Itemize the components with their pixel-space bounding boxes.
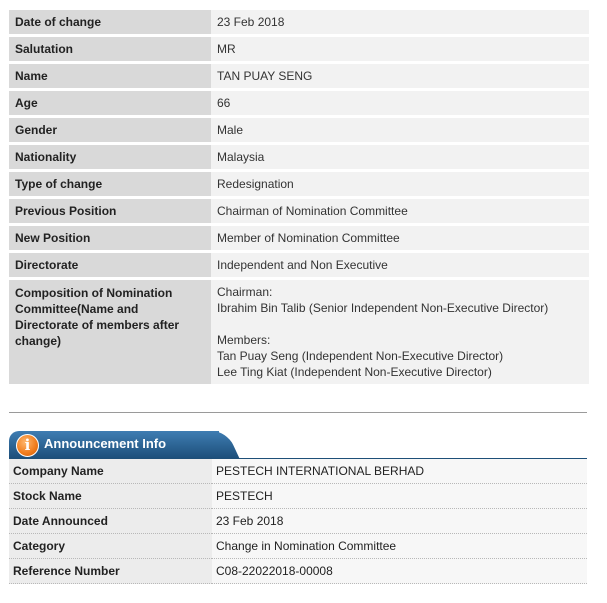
chairman-entry: Ibrahim Bin Talib (Senior Independent Non-Executive Director) [217,301,549,315]
details-row-new-position [9,226,589,250]
info-icon: i [16,434,39,457]
details-label: Gender [9,118,211,142]
announcement-value: 23 Feb 2018 [212,509,587,534]
announcement-value: C08-22022018-00008 [212,559,587,584]
announcement-info-header [9,431,587,460]
announcement-label: Reference Number [9,559,212,584]
details-label: Age [9,91,211,115]
chairman-heading: Chairman: [217,285,273,299]
details-value: 23 Feb 2018 [211,10,589,34]
details-row-date-of-change [9,10,589,34]
composition-value [211,280,589,384]
announcement-row-reference-number [9,559,587,584]
details-label: Nationality [9,145,211,169]
details-row-name [9,64,589,88]
announcement-row-category [9,534,587,559]
details-value: Member of Nomination Committee [211,226,589,250]
announcement-info-title: Announcement Info [44,436,167,451]
members-heading: Members: [217,333,271,347]
announcement-row-company-name [9,459,587,484]
member-entry: Tan Puay Seng (Independent Non-Executive Director) [217,349,504,363]
announcement-info-table [9,459,587,584]
details-row-age [9,91,589,115]
details-label: Salutation [9,37,211,61]
details-row-nationality [9,145,589,169]
details-row-salutation [9,37,589,61]
details-label: New Position [9,226,211,250]
details-label: Type of change [9,172,211,196]
details-row-directorate [9,253,589,277]
section-divider [9,412,587,413]
details-label: Name [9,64,211,88]
spacer [217,316,583,332]
announcement-value: PESTECH [212,484,587,509]
details-row-composition [9,280,589,384]
announcement-label: Category [9,534,212,559]
details-value: 66 [211,91,589,115]
details-row-previous-position [9,199,589,223]
details-value: Chairman of Nomination Committee [211,199,589,223]
details-value: Malaysia [211,145,589,169]
details-value: Male [211,118,589,142]
composition-label: Composition of Nomination Committee(Name and Directorate of members after change) [9,280,211,384]
details-value: Redesignation [211,172,589,196]
announcement-label: Date Announced [9,509,212,534]
change-details-table [9,7,589,387]
details-label: Directorate [9,253,211,277]
member-entry: Lee Ting Kiat (Independent Non-Executive Director) [217,365,492,379]
details-row-type-of-change [9,172,589,196]
announcement-label: Company Name [9,459,212,484]
details-label: Date of change [9,10,211,34]
details-row-gender [9,118,589,142]
announcement-value: Change in Nomination Committee [212,534,587,559]
details-value: Independent and Non Executive [211,253,589,277]
details-label: Previous Position [9,199,211,223]
announcement-row-date-announced [9,509,587,534]
announcement-row-stock-name [9,484,587,509]
announcement-value: PESTECH INTERNATIONAL BERHAD [212,459,587,484]
details-value: MR [211,37,589,61]
details-value: TAN PUAY SENG [211,64,589,88]
announcement-label: Stock Name [9,484,212,509]
